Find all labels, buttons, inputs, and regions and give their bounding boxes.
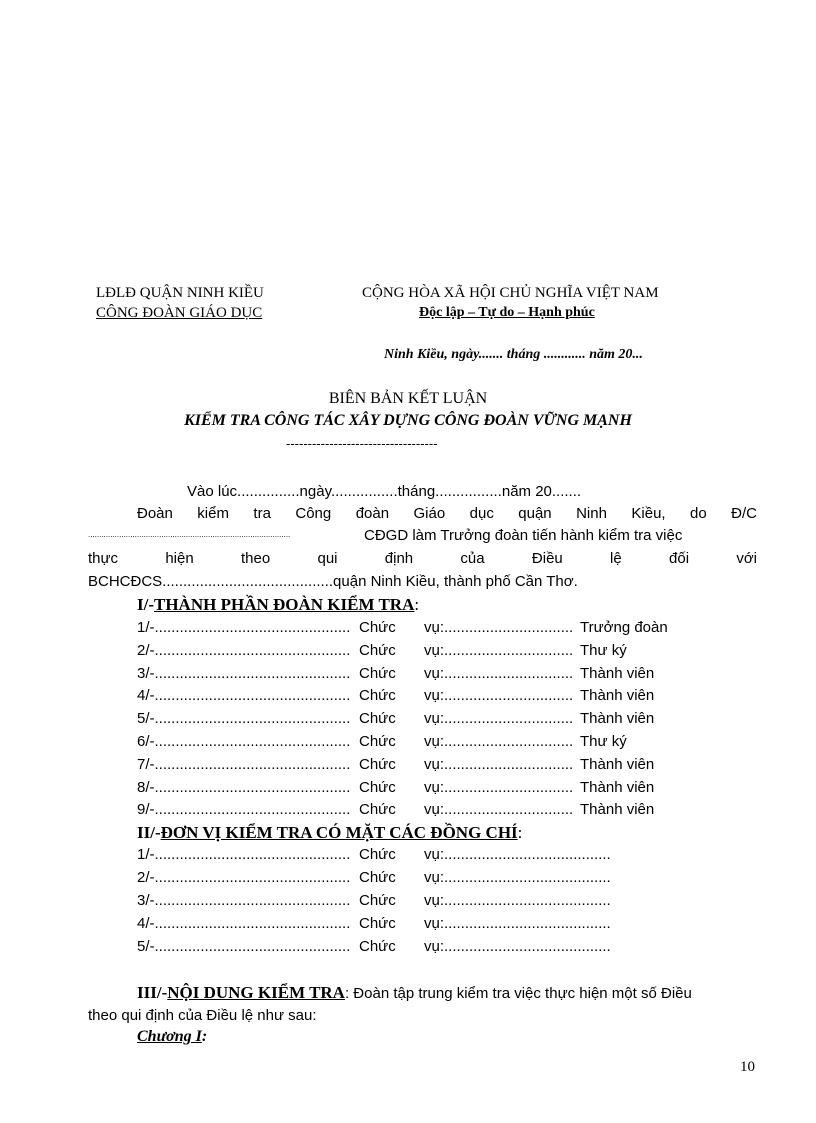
position-label: Chức — [359, 664, 396, 682]
member-role: Thành viên — [580, 778, 655, 796]
section1-title: THÀNH PHẦN ĐOÀN KIỂM TRA — [154, 595, 415, 614]
member-number: 1/-............................................... — [137, 619, 351, 636]
member-role: Thư ký — [580, 733, 627, 750]
intro-line3a: ........................................................................................... — [88, 530, 291, 539]
position-label: Chức — [359, 915, 396, 932]
position-value: vụ:............................... — [424, 733, 574, 750]
position-value: vụ:............................... — [424, 801, 574, 819]
position-value: vụ:............................... — [424, 619, 574, 636]
position-value: vụ:............................... — [424, 710, 574, 728]
section2-title: ĐƠN VỊ KIỂM TRA CÓ MẶT CÁC ĐỒNG CHÍ — [160, 823, 518, 842]
intro-line5: BCHCĐCS.........................................quận Ninh Kiều, thành phố Cần Thơ. — [88, 573, 578, 590]
member-role: Thành viên — [580, 687, 655, 705]
org-left-line2: CÔNG ĐOÀN GIÁO DỤC — [96, 305, 263, 321]
position-label: Chức — [359, 869, 396, 886]
member-number: 5/-............................................... — [137, 710, 351, 728]
member-number: 3/-............................................... — [137, 892, 351, 909]
member-role: Thành viên — [580, 710, 655, 728]
section2-heading — [137, 823, 522, 843]
member-number: 2/-............................................... — [137, 869, 351, 886]
intro-line4 — [88, 550, 757, 567]
member-number: 8/-............................................... — [137, 778, 351, 796]
member-role: Thư ký — [580, 641, 627, 659]
member-role: Thành viên — [580, 755, 655, 773]
position-label: Chức — [359, 938, 396, 955]
intro-line4-text: thực hiện theo qui định của Điều lệ đối với — [88, 550, 757, 567]
position-value: vụ:............................... — [424, 755, 574, 773]
position-value: vụ:........................................ — [424, 938, 611, 955]
member-number: 7/-............................................... — [137, 755, 351, 773]
section2-suffix: : — [517, 823, 523, 842]
position-label: Chức — [359, 892, 396, 909]
intro-line3b: CĐGD làm Trưởng đoàn tiến hành kiểm tra việc — [364, 527, 683, 544]
section3-prefix: III/- — [137, 983, 168, 1002]
doc-subtitle: KIỂM TRA CÔNG TÁC XÂY DỰNG CÔNG ĐOÀN VỮNG MẠNH — [184, 412, 632, 429]
chapter-suffix: : — [201, 1028, 208, 1045]
section3-line2: theo qui định của Điều lệ như sau: — [88, 1007, 317, 1024]
position-label: Chức — [359, 687, 396, 705]
member-role: Thành viên — [580, 801, 655, 819]
position-label: Chức — [359, 801, 396, 819]
section2-prefix: II/- — [137, 823, 161, 842]
position-label: Chức — [359, 619, 396, 636]
member-number: 1/-............................................... — [137, 846, 351, 863]
section3-title: NỘI DUNG KIỂM TRA — [167, 983, 345, 1002]
member-number: 2/-............................................... — [137, 641, 351, 659]
position-value: vụ:............................... — [424, 778, 574, 796]
position-value: vụ:........................................ — [424, 846, 611, 863]
position-label: Chức — [359, 710, 396, 728]
position-value: vụ:........................................ — [424, 892, 611, 909]
date-line: Ninh Kiều, ngày....... tháng ............ năm 20... — [384, 347, 643, 362]
member-role: Trưởng đoàn — [580, 619, 668, 636]
position-label: Chức — [359, 846, 396, 863]
intro-line2-text: Đoàn kiểm tra Công đoàn Giáo dục quận Ninh Kiều, do Đ/C — [137, 505, 757, 522]
title-divider: ----------------------------------- — [286, 436, 438, 451]
member-number: 9/-............................................... — [137, 801, 351, 819]
position-label: Chức — [359, 641, 396, 659]
position-value: vụ:............................... — [424, 687, 574, 705]
position-label: Chức — [359, 755, 396, 773]
position-value: vụ:........................................ — [424, 869, 611, 886]
section1-heading — [137, 595, 419, 615]
section3-text1: : Đoàn tập trung kiểm tra việc thực hiện một số Điều — [344, 985, 692, 1002]
position-value: vụ:............................... — [424, 641, 574, 659]
position-value: vụ:............................... — [424, 664, 574, 682]
position-value: vụ:........................................ — [424, 915, 611, 932]
member-number: 6/-............................................... — [137, 733, 351, 750]
member-number: 3/-............................................... — [137, 664, 351, 682]
member-role: Thành viên — [580, 664, 655, 682]
national-title: CỘNG HÒA XÃ HỘI CHỦ NGHĨA VIỆT NAM — [362, 285, 659, 301]
doc-title: BIÊN BẢN KẾT LUẬN — [328, 390, 488, 407]
section1-suffix: : — [414, 595, 420, 614]
national-motto: Độc lập – Tự do – Hạnh phúc — [419, 305, 595, 320]
position-label: Chức — [359, 778, 396, 796]
page-number: 10 — [740, 1059, 755, 1075]
section3-line1 — [137, 983, 692, 1003]
intro-line2 — [137, 505, 757, 522]
intro-line1: Vào lúc...............ngày................tháng................năm 20....... — [187, 483, 582, 500]
org-left-line1: LĐLĐ QUẬN NINH KIỀU — [96, 285, 264, 301]
member-number: 4/-............................................... — [137, 915, 351, 932]
chapter-title: Chương I — [137, 1028, 202, 1045]
chapter-heading — [137, 1028, 207, 1046]
member-number: 5/-............................................... — [137, 938, 351, 955]
position-label: Chức — [359, 733, 396, 750]
member-number: 4/-............................................... — [137, 687, 351, 705]
section1-prefix: I/- — [137, 595, 154, 614]
